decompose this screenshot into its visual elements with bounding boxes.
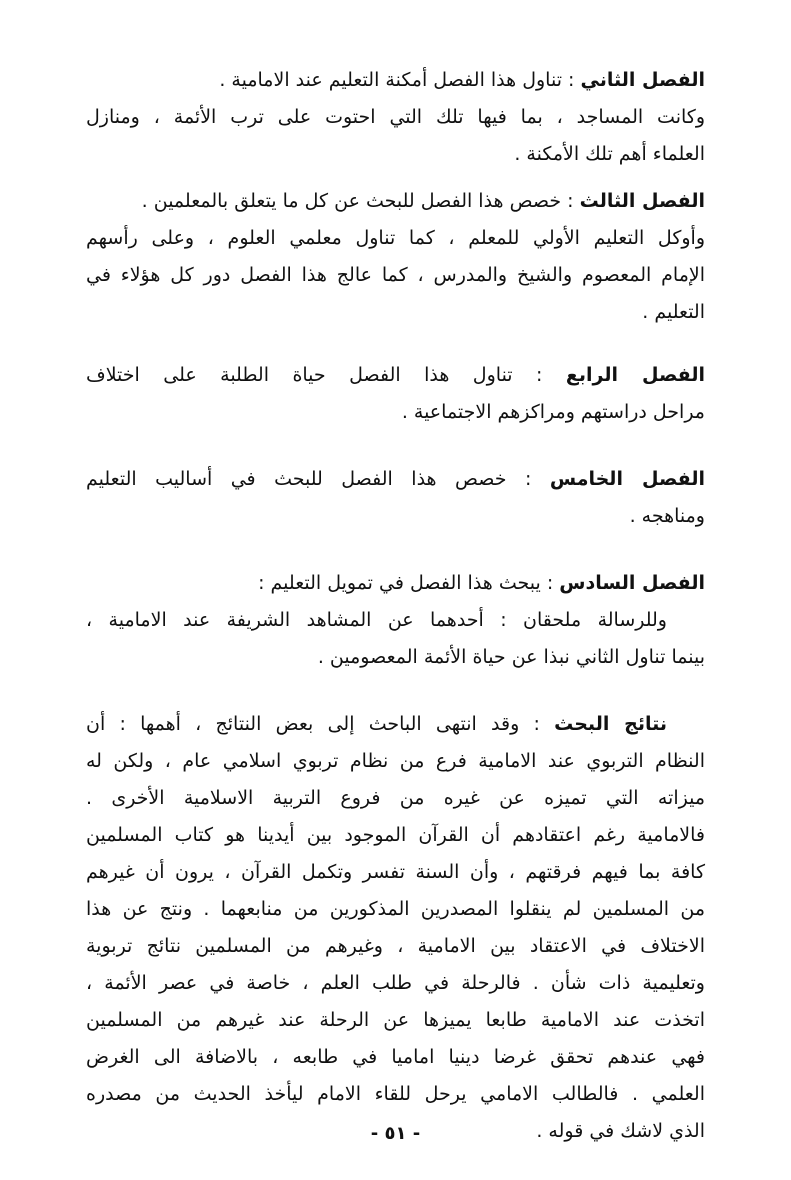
section-line xyxy=(86,62,705,99)
section-line: النظام التربوي عند الامامية فرع من نظام تربوي اسلامي عام ، ولكن له xyxy=(86,750,705,772)
section-heading: نتائج البحث xyxy=(554,713,667,735)
section-chapter-5 xyxy=(86,461,705,535)
section-line: وأوكل التعليم الأولي للمعلم ، كما تناول معلمي العلوم ، وعلى رأسهم xyxy=(86,227,705,249)
section-heading: الفصل الثالث xyxy=(579,190,705,212)
section-chapter-4 xyxy=(86,357,705,431)
section-heading: الفصل الثاني xyxy=(580,69,705,91)
section-line: فالامامية رغم اعتقادهم أن القرآن الموجود بين أيدينا هو كتاب المسلمين xyxy=(86,824,705,846)
section-text: : تناول هذا الفصل حياة الطلبة على اختلاف xyxy=(86,364,566,386)
section-chapter-2 xyxy=(86,62,705,173)
spacer xyxy=(86,331,705,357)
section-line: التعليم . xyxy=(642,301,705,323)
spacer xyxy=(86,676,705,706)
section-line: كافة بما فيهم فرقتهم ، وأن السنة تفسر وتكمل القرآن ، يرون أن غيرهم xyxy=(86,861,705,883)
section-heading: الفصل الرابع xyxy=(565,364,705,386)
section-line xyxy=(86,565,705,602)
section-line: ومناهجه . xyxy=(629,505,705,527)
section-line: العلمي . فالطالب الامامي يرحل للقاء الامام ليأخذ الحديث من مصدره xyxy=(86,1083,705,1105)
section-line: العلماء أهم تلك الأمكنة . xyxy=(514,143,705,165)
page-number: - ٥١ - xyxy=(370,1123,421,1144)
section-line: وتعليمية ذات شأن . فالرحلة في طلب العلم ، خاصة في عصر الأئمة ، xyxy=(86,972,705,994)
section-line: بينما تناول الثاني نبذا عن حياة الأئمة المعصومين . xyxy=(317,646,705,668)
section-line: مراحل دراستهم ومراكزهم الاجتماعية . xyxy=(401,401,705,423)
section-chapter-3 xyxy=(86,183,705,331)
section-chapter-6 xyxy=(86,565,705,676)
section-line: اتخذت عند الامامية طابعا يميزها عن الرحلة عند غيرهم من المسلمين xyxy=(86,1009,705,1031)
section-line: الاختلاف في الاعتقاد بين الامامية ، وغيرهم من المسلمين نتائج تربوية xyxy=(86,935,705,957)
section-text: : تناول هذا الفصل أمكنة التعليم عند الامامية . xyxy=(219,69,581,91)
spacer xyxy=(86,535,705,565)
section-line: ميزاته التي تميزه عن غيره من فروع التربية الاسلامية الأخرى . xyxy=(86,787,705,809)
section-heading: الفصل السادس xyxy=(559,572,705,594)
section-heading: الفصل الخامس xyxy=(549,468,705,490)
section-line: من المسلمين لم ينقلوا المصدرين المذكورين من منابعهما . ونتج عن هذا xyxy=(86,898,705,920)
section-text: : خصص هذا الفصل للبحث في أساليب التعليم xyxy=(86,468,550,490)
section-text: : يبحث هذا الفصل في تمويل التعليم : xyxy=(258,572,560,594)
section-text: : خصص هذا الفصل للبحث عن كل ما يتعلق بالمعلمين . xyxy=(141,190,580,212)
section-text: : وقد انتهى الباحث إلى بعض النتائج ، أهمها : أن xyxy=(86,713,555,735)
section-line: الذي لاشك في قوله . xyxy=(536,1120,705,1142)
section-results xyxy=(86,706,705,1150)
section-line: وكانت المساجد ، بما فيها تلك التي احتوت على ترب الأئمة ، ومنازل xyxy=(86,106,705,128)
section-line xyxy=(86,183,705,220)
section-line xyxy=(86,461,705,498)
spacer xyxy=(86,173,705,183)
section-line: الإمام المعصوم والشيخ والمدرس ، كما عالج هذا الفصل دور كل هؤلاء في xyxy=(86,264,705,286)
section-line: وللرسالة ملحقان : أحدهما عن المشاهد الشريفة عند الامامية ، xyxy=(86,609,667,631)
section-line xyxy=(86,706,705,743)
spacer xyxy=(86,431,705,461)
section-line: فهي عندهم تحقق غرضا دينيا اماميا في طابعه ، بالاضافة الى الغرض xyxy=(86,1046,705,1068)
section-line xyxy=(86,357,705,394)
